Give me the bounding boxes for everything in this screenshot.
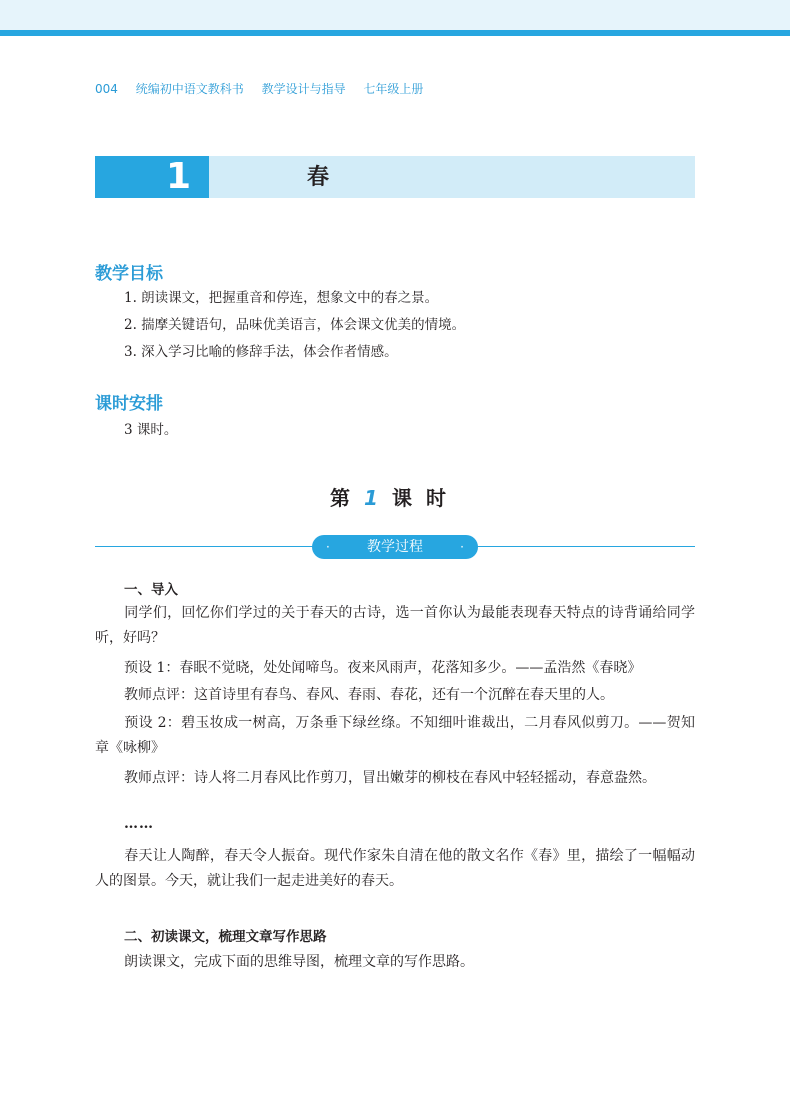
pill-dot-left: · <box>326 540 330 554</box>
running-head <box>95 80 437 97</box>
chapter-banner <box>95 156 695 198</box>
goal-item-3: 3. 深入学习比喻的修辞手法，体会作者情感。 <box>124 344 398 360</box>
pill-dot-right: · <box>460 540 464 554</box>
paragraph: 教师点评：这首诗里有春鸟、春风、春雨、春花，还有一个沉醉在春天里的人。 <box>124 687 614 703</box>
schedule-text: 3 课时。 <box>124 422 178 438</box>
chapter-number: 1 <box>95 156 209 198</box>
lesson-prefix: 第 <box>330 486 365 510</box>
paragraph: 同学们，回忆你们学过的关于春天的古诗，选一首你认为最能表现春天特点的诗背诵给同学听，好吗？ <box>95 605 695 646</box>
paragraph: 预设 2：碧玉妆成一树高，万条垂下绿丝绦。不知细叶谁裁出，二月春风似剪刀。——贺知章《咏柳》 <box>95 715 695 756</box>
lesson-title <box>0 482 790 511</box>
section-heading-reading: 二、初读课文，梳理文章写作思路 <box>124 929 327 945</box>
grade-label: 七年级上册 <box>363 82 424 96</box>
page-number: 004 <box>95 82 118 96</box>
process-label-pill <box>312 535 478 559</box>
paragraph: 教师点评：诗人将二月春风比作剪刀，冒出嫩芽的柳枝在春风中轻轻摇动，春意盎然。 <box>124 770 656 786</box>
section-heading-intro: 一、导入 <box>124 582 178 598</box>
lesson-suffix: 课时 <box>391 486 460 510</box>
top-rule <box>0 30 790 36</box>
book-title: 统编初中语文教科书 <box>135 82 244 96</box>
paragraph: 朗读课文，完成下面的思维导图，梳理文章的写作思路。 <box>124 954 474 970</box>
ellipsis: …… <box>124 816 154 832</box>
chapter-title: 春 <box>307 164 330 190</box>
schedule-heading: 课时安排 <box>95 394 163 414</box>
process-label: 教学过程 <box>367 539 423 555</box>
top-band <box>0 0 790 30</box>
goals-heading: 教学目标 <box>95 264 163 284</box>
lesson-number: 1 <box>364 486 392 510</box>
paragraph: 春天让人陶醉，春天令人振奋。现代作家朱自清在他的散文名作《春》里，描绘了一幅幅动人的图景。今天，就让我们一起走进美好的春天。 <box>95 848 695 889</box>
series-title: 教学设计与指导 <box>261 82 346 96</box>
goal-item-2: 2. 揣摩关键语句，品味优美语言，体会课文优美的情境。 <box>124 317 466 333</box>
paragraph: 预设 1：春眠不觉晓，处处闻啼鸟。夜来风雨声，花落知多少。——孟浩然《春晓》 <box>124 660 642 676</box>
goal-item-1: 1. 朗读课文，把握重音和停连，想象文中的春之景。 <box>124 290 439 306</box>
